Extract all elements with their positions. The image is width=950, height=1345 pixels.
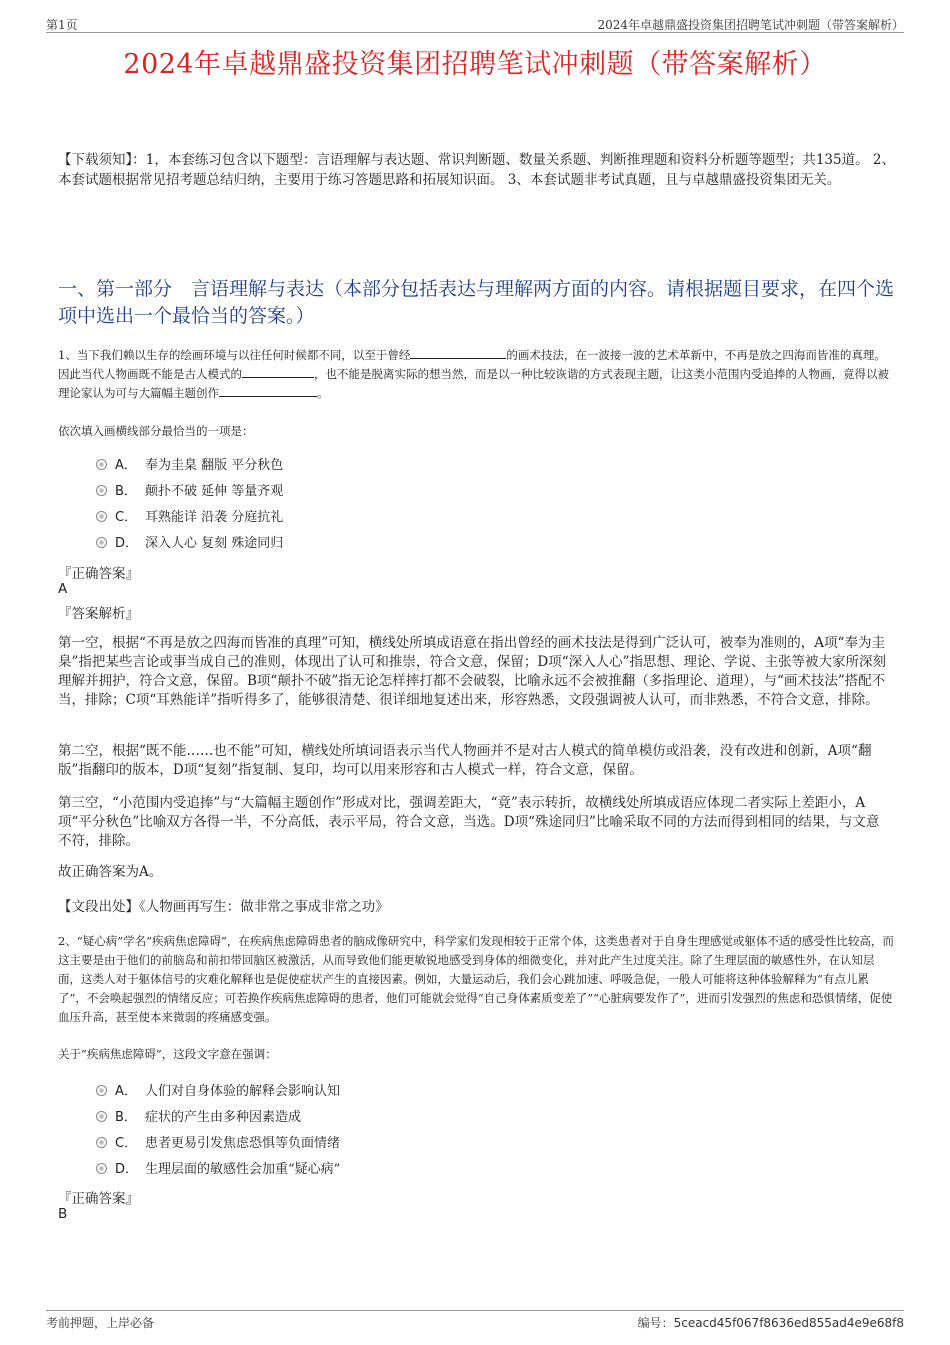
q1-analysis-1: 第一空，根据“不再是放之四海而皆准的真理”可知，横线处所填成语意在指出曾经的画术技法是得到广泛认可，被奉为准则的，A项“奉为圭臬”指把某些言论或事当成自己的准则，体现出了认可和推崇，符合文意，保留；D项“深入人心”指思想、理论、学说、主张等被大家所深刻理解并拥护，符合文意，保留。B项“颠扑不破”指无论怎样摔打都不会破裂，比喻永远不会被推翻（多指理论、道理），与“画术技法”搭配不当，排除；C项“耳熟能详”指听得多了，能够很清楚、很详细地复述出来，形容熟悉，文段强调被人认可，而非熟悉，不符合文意，排除。 [58,635,887,708]
option-text: 耳熟能详 沿袭 分庭抗礼 [145,510,284,525]
q1-answer: A [58,581,68,597]
q1-option-a[interactable] [96,453,283,479]
q2-option-a[interactable] [96,1079,340,1105]
q2-option-c[interactable] [96,1131,340,1157]
q1-analysis-3: 第三空，“小范围内受追捧”与“大篇幅主题创作”形成对比，强调差距大，“竟”表示转折，故横线处所填成语应体现二者实际上差距小，A项“平分秋色”比喻双方各得一半，不分高低，表示平局，符合文意，当选。D项“殊途同归”比喻采取不同的方法而得到相同的结果，与文意不符，排除。 [58,795,880,849]
option-text: 生理层面的敏感性会加重“疑心病” [145,1162,341,1177]
blank-1 [410,346,506,359]
q2-answer: B [58,1206,68,1222]
q2-answer-label: 『正确答案』 [58,1191,139,1207]
option-text: 症状的产生由多种因素造成 [145,1110,302,1125]
q1-part-1: 1、当下我们赖以生存的绘画环境与以往任何时候都不同，以至于曾经 [58,348,411,362]
option-text: 颠扑不破 延伸 等量齐观 [145,484,284,499]
q1-analysis-conclusion: 故正确答案为A。 [58,864,163,880]
option-key: C． [115,1136,138,1151]
q1-analysis-label: 『答案解析』 [58,606,139,622]
footer-code-value: 5ceacd45f067f8636ed855ad4e9e68f8 [673,1316,904,1330]
q1-part-2: 的画术技法，在一波接一波的艺术革新中，不再是放之四海而皆准的真理。因此当代人物画既不能是古人模式的 [58,348,886,381]
footer-divider [46,1310,904,1311]
option-key: C． [115,510,138,525]
radio-icon[interactable] [96,511,107,522]
q2-option-b[interactable] [96,1105,340,1131]
q1-analysis-2: 第二空，根据“既不能……也不能”可知，横线处所填词语表示当代人物画并不是对古人模式的简单模仿或沿袭，没有改进和创新，A项“翻版”指翻印的版本，D项“复刻”指复制、复印，均可以用来形容和古人模式一样，符合文意，保留。 [58,743,872,778]
question-1-text [58,346,896,403]
q1-option-c[interactable] [96,505,283,531]
header-doc-title: 2024年卓越鼎盛投资集团招聘笔试冲刺题（带答案解析） [597,18,904,32]
option-text: 患者更易引发焦虑恐惧等负面情绪 [145,1136,341,1151]
option-key: D． [115,1162,139,1177]
question-1-ask: 依次填入画横线部分最恰当的一项是： [58,424,254,438]
q2-option-d[interactable] [96,1157,340,1183]
page-number: 第1页 [46,18,78,32]
radio-icon[interactable] [96,537,107,548]
radio-icon[interactable] [96,1163,107,1174]
option-key: B． [115,1110,137,1125]
radio-icon[interactable] [96,459,107,470]
question-2-text: 2、“疑心病”学名“疾病焦虑障碍”，在疾病焦虑障碍患者的脑成像研究中，科学家们发现相较于正常个体，这类患者对于自身生理感觉或躯体不适的感受性比较高，而这主要是由于他们的前脑岛和前扣带回脑区被激活，从而导致他们能更敏锐地感受到身体的细微变化，并对此产生过度关注。除了生理层面的敏感性外，在认知层面，这类人对于躯体信号的灾难化解释也是促使症状产生的直接因素。例如，大量运动后，我们会心跳加速、呼吸急促，一般人可能将这种体验解释为“有点儿累了”，不会唤起强烈的情绪反应；可若换作疾病焦虑障碍的患者，他们可能就会觉得“自己身体素质变差了”“心脏病要发作了”，进而引发强烈的焦虑和恐惧情绪，促使血压升高，甚至使本来微弱的疼痛感变强。 [58,934,894,1024]
q1-option-d[interactable] [96,531,283,557]
footer-slogan: 考前押题，上岸必备 [46,1316,155,1330]
q1-answer-label: 『正确答案』 [58,566,139,582]
radio-icon[interactable] [96,485,107,496]
radio-icon[interactable] [96,1085,107,1096]
q1-option-b[interactable] [96,479,283,505]
q1-part-3: ，也不能是脱离实际的想当然，而是以一种比较诙谐的方式表现主题，让这类小范围内受追捧的人物画，竟得以被理论家认为可与大篇幅主题创作 [58,367,889,400]
question-2-options [96,1079,340,1183]
option-key: A． [115,1084,137,1099]
q1-part-4: 。 [317,386,329,400]
option-text: 人们对自身体验的解释会影响认知 [145,1084,341,1099]
question-2-ask: 关于“疾病焦虑障碍”，这段文字意在强调： [58,1047,277,1061]
question-1-options [96,453,283,557]
blank-3 [219,384,317,397]
radio-icon[interactable] [96,1137,107,1148]
option-key: D． [115,536,139,551]
option-text: 深入人心 复刻 殊途同归 [145,536,284,551]
document-title: 2024年卓越鼎盛投资集团招聘笔试冲刺题（带答案解析） [123,49,827,80]
q1-source: 【文段出处】《人物画再写生：做非常之事成非常之功》 [58,899,389,915]
option-text: 奉为圭臬 翻版 平分秋色 [145,458,284,473]
download-notice: 【下载须知】：1，本套练习包含以下题型：言语理解与表达题、常识判断题、数量关系题、判断推理题和资料分析题等题型；共135道。 2、本套试题根据常见招考题总结归纳，主要用于练习答题思路和拓展知识面。 3、本套试题非考试真题，且与卓越鼎盛投资集团无关。 [58,152,895,188]
page-header [46,14,904,34]
option-key: A． [115,458,137,473]
section-heading: 一、第一部分 言语理解与表达（本部分包括表达与理解两方面的内容。请根据题目要求，在四个选项中选出一个最恰当的答案。） [58,278,895,327]
header-divider [46,32,904,33]
blank-2 [242,365,314,378]
option-key: B． [115,484,137,499]
radio-icon[interactable] [96,1111,107,1122]
footer-code [638,1314,904,1331]
footer-code-label: 编号： [637,1316,674,1330]
